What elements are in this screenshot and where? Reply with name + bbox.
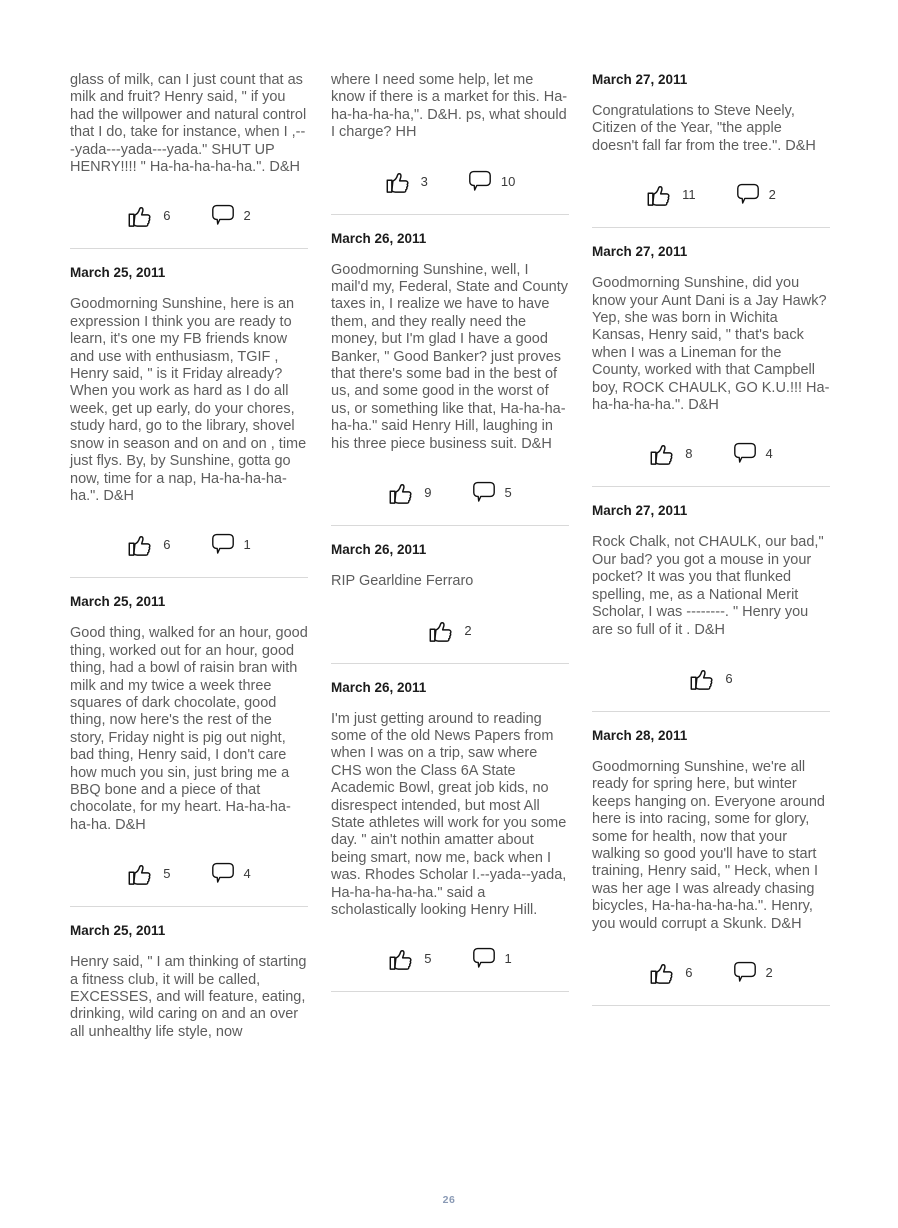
like-group (388, 480, 431, 505)
post-text: Goodmorning Sunshine, here is an expression I think you are ready to learn, it's one my FB friends know and use with enthusiasm, TGIF , Henry said, " is it Friday already? When you work as hard as I do all week, get up early, do your chores, study hard, go to the library, shovel snow in season and on and on , time just flys. By, by Sunshine, gotta go now, time for a nap, Ha-ha-ha-ha-ha.". D&H (70, 296, 307, 504)
post-text: Good thing, walked for an hour, good thing, worked out for an hour, good thing, had a bowl of raisin bran with milk and my twice a week three squares of dark chocolate, good thing, now here's the rest of the story, Friday night is pig out night, bad thing, Henry said, I don't care how much you sin, just bring me a BBQ bone and a piece of that chocolate, for my heart. Ha-ha-ha-ha-ha. D&H (70, 625, 308, 833)
like-count: 5 (163, 866, 171, 882)
comment-bubble-icon (468, 170, 492, 193)
like-count: 6 (725, 670, 733, 686)
post-text: Goodmorning Sunshine, we're all ready for spring here, but winter keeps hanging on. Everyone around here is into racing, some for glory, some for health, now that your walking so good you'll have to start training, Henry said, " Heck, when I was her age I was already chasing bicycles, Ha-ha-ha-ha-ha.". Henry, you would corrupt a Skunk. D&H (592, 758, 825, 932)
like-count: 2 (464, 622, 472, 638)
like-group (127, 532, 170, 557)
post-date: March 27, 2011 (592, 72, 688, 87)
like-count: 11 (682, 187, 696, 203)
post (592, 728, 830, 1006)
like-group (646, 182, 696, 207)
comment-count: 1 (504, 951, 512, 967)
post (331, 542, 569, 663)
post-date: March 25, 2011 (70, 265, 166, 281)
post-date: March 26, 2011 (331, 542, 427, 558)
thumbs-up-icon (649, 441, 676, 466)
comment-count: 1 (243, 537, 251, 553)
like-count: 5 (424, 951, 432, 967)
comment-group (736, 183, 776, 206)
post (331, 72, 569, 215)
thumbs-up-icon (689, 666, 716, 691)
post-actions (70, 860, 308, 887)
post (331, 231, 569, 526)
post (70, 265, 308, 578)
comment-bubble-icon (733, 442, 757, 465)
page-number: 26 (442, 1194, 456, 1206)
column-1 (70, 72, 308, 1041)
comment-bubble-icon (472, 947, 496, 970)
like-count: 6 (163, 208, 171, 224)
post-date: March 25, 2011 (70, 923, 166, 939)
post-separator (592, 1005, 830, 1006)
post-separator (331, 525, 569, 526)
post-text: glass of milk, can I just count that as milk and fruit? Henry said, " if you had the willpower and natural control that I do, take for instance, when I ,---yada---yada---yada." SHUT UP HENRY!!!! " Ha-ha-ha-ha-ha.". D&H (70, 72, 307, 176)
post-actions (592, 440, 830, 467)
comment-count: 4 (765, 446, 773, 462)
thumbs-up-icon (385, 169, 412, 194)
post-text: Congratulations to Steve Neely, Citizen of the Year, "the apple doesn't fall far from the tree.". D&H (592, 103, 816, 154)
post (70, 594, 308, 907)
comment-bubble-icon (211, 533, 235, 556)
like-group (649, 441, 692, 466)
post-date: March 25, 2011 (70, 594, 166, 610)
comment-group (211, 533, 251, 556)
like-group (689, 666, 732, 691)
comment-group (211, 862, 251, 885)
comment-group (472, 481, 512, 504)
post (70, 72, 308, 249)
like-group (385, 169, 428, 194)
post-text: where I need some help, let me know if there is a market for this. Ha-ha-ha-ha-ha,". D&H. ps, what should I charge? HH (331, 72, 568, 141)
comment-count: 10 (500, 173, 516, 189)
post-text: I'm just getting around to reading some of the old News Papers from when I was on a trip, saw where CHS won the Class 6A State Academic Bowl, great job kids, no disrespect intended, but most All State athletes will work for you some day. " ain't nothin amatter about being smart, now me, back when I was. Rhodes Scholar I.--yada--yada, Ha-ha-ha-ha-ha." said a scholastically looking Henry Hill. (331, 710, 567, 918)
post (592, 72, 830, 228)
post-actions (592, 665, 830, 692)
post-actions (331, 945, 569, 972)
like-group (428, 618, 471, 643)
comment-bubble-icon (211, 862, 235, 885)
like-group (127, 861, 170, 886)
post-separator (70, 577, 308, 578)
post-text: Goodmorning Sunshine, did you know your Aunt Dani is a Jay Hawk? Yep, she was born in Wichita Kansas, Henry said, " that's back when I was a Lineman for the County, worked with that Campbell boy, ROCK CHAULK, GO K.U.!!! Ha-ha-ha-ha-ha.". D&H (592, 275, 830, 414)
post-separator (592, 486, 830, 487)
post-date: March 26, 2011 (331, 230, 427, 246)
thumbs-up-icon (649, 960, 676, 985)
thumbs-up-icon (388, 946, 415, 971)
post-separator (70, 906, 308, 907)
comment-bubble-icon (472, 481, 496, 504)
comment-count: 5 (504, 485, 512, 501)
column-3 (592, 72, 830, 1022)
post-actions (331, 168, 569, 195)
thumbs-up-icon (127, 532, 154, 557)
like-count: 9 (424, 485, 432, 501)
post-separator (70, 248, 308, 249)
post (70, 923, 308, 1041)
thumbs-up-icon (428, 618, 455, 643)
post-date: March 26, 2011 (331, 679, 427, 695)
comment-count: 2 (768, 187, 776, 203)
post-actions (592, 181, 830, 208)
post (592, 503, 830, 711)
post-actions (70, 202, 308, 229)
post-actions (592, 959, 830, 986)
like-group (388, 946, 431, 971)
like-count: 6 (163, 537, 171, 553)
post-date: March 27, 2011 (592, 503, 688, 519)
column-2 (331, 72, 569, 1008)
post-date: March 28, 2011 (592, 727, 688, 743)
thumbs-up-icon (127, 861, 154, 886)
like-count: 8 (685, 446, 693, 462)
post-date: March 27, 2011 (592, 244, 688, 260)
comment-bubble-icon (736, 183, 760, 206)
post-separator (331, 663, 569, 664)
post-actions (70, 531, 308, 558)
post-text: RIP Gearldine Ferraro (331, 573, 474, 590)
post (592, 244, 830, 487)
comment-group (468, 170, 515, 193)
post-text: Henry said, " I am thinking of starting a fitness club, it will be called, EXCESSES, and will feature, eating, drinking, wild caring on and an over all unhealthy life style, now (70, 954, 307, 1040)
post-separator (592, 227, 830, 228)
comment-count: 4 (243, 866, 251, 882)
thumbs-up-icon (646, 182, 673, 207)
comment-bubble-icon (211, 204, 235, 227)
post-text: Goodmorning Sunshine, well, I mail'd my, Federal, State and County taxes in, I realize we have to have them, and they really need the money, but I'm glad I have a good Banker, " Good Banker? just proves that there's some bad in the best of us, and some good in the worst of us, or something like that, Ha-ha-ha-ha-ha." said Henry Hill, laughing in his three piece business suit. D&H (331, 261, 569, 452)
comment-bubble-icon (733, 961, 757, 984)
post-actions (331, 479, 569, 506)
like-count: 6 (685, 964, 693, 980)
post-separator (331, 991, 569, 992)
post-separator (331, 214, 569, 215)
thumbs-up-icon (388, 480, 415, 505)
comment-count: 2 (243, 208, 251, 224)
comment-group (733, 442, 773, 465)
comment-group (733, 961, 773, 984)
like-group (649, 960, 692, 985)
post-actions (331, 617, 569, 644)
post-separator (592, 711, 830, 712)
thumbs-up-icon (127, 203, 154, 228)
like-group (127, 203, 170, 228)
like-count: 3 (420, 173, 428, 189)
comment-group (472, 947, 512, 970)
post (331, 680, 569, 993)
comment-group (211, 204, 251, 227)
post-text: Rock Chalk, not CHAULK, our bad," Our bad? you got a mouse in your pocket? It was you that flunked spelling, me, as a National Merit Scholar, I was --------. " Henry you are so full of it . D&H (592, 534, 824, 638)
comment-count: 2 (765, 964, 773, 980)
